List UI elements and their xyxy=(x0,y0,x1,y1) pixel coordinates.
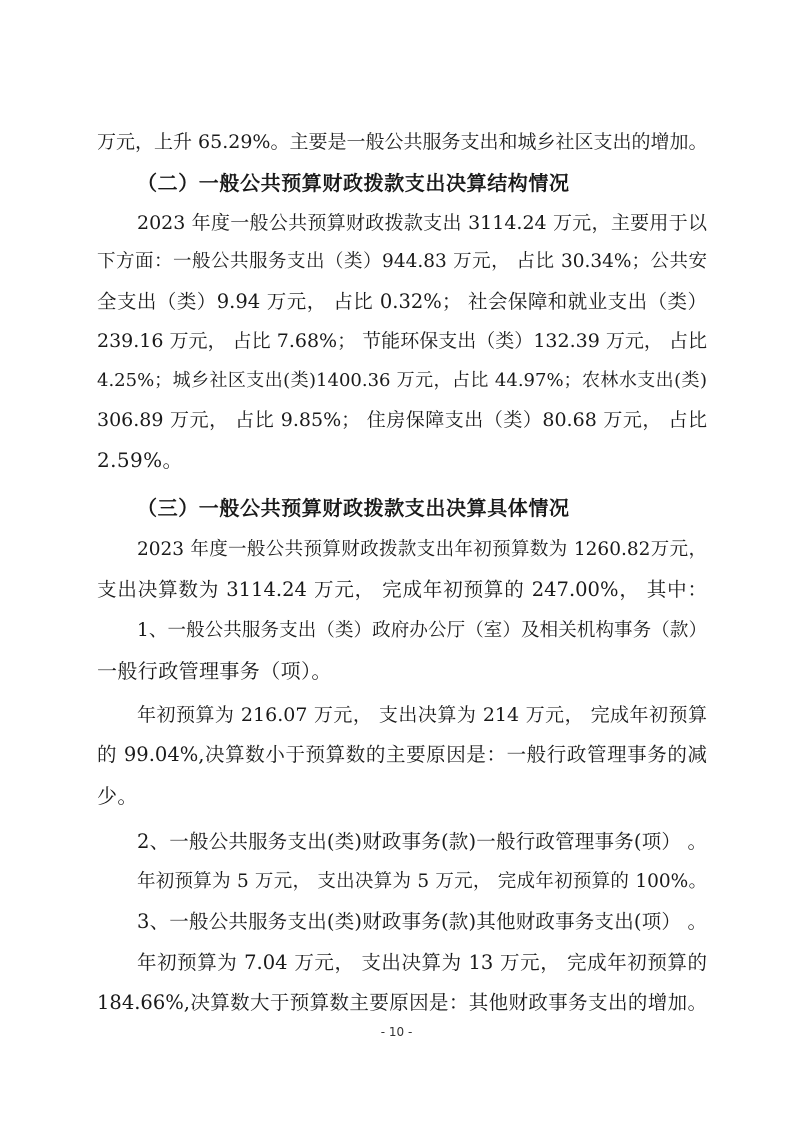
paragraph-line: 239.16 万元， 占比 7.68%； 节能环保支出（类）132.39 万元， 占比 xyxy=(97,330,707,352)
paragraph-line: 少。 xyxy=(97,784,138,808)
paragraph-line: 1、一般公共服务支出（类）政府办公厅（室）及相关机构事务（款） xyxy=(137,620,707,641)
paragraph-line: 支出决算数为 3114.24 万元， 完成年初预算的 247.00%， 其中： xyxy=(97,578,707,601)
paragraph-line: 3、一般公共服务支出(类)财政事务(款)其他财政事务支出(项） 。 xyxy=(137,910,707,933)
section-heading-2: （二）一般公共预算财政拨款支出决算结构情况 xyxy=(137,171,570,195)
paragraph-line: 的 99.04%,决算数小于预算数的主要原因是：一般行政管理事务的减 xyxy=(97,743,707,766)
paragraph-line: 年初预算为 216.07 万元， 支出决算为 214 万元， 完成年初预算 xyxy=(137,704,707,726)
paragraph-line: 2、一般公共服务支出(类)财政事务(款)一般行政管理事务(项） 。 xyxy=(137,830,707,853)
paragraph-line: 一般行政管理事务（项）。 xyxy=(97,659,332,683)
paragraph-line: 全支出（类）9.94 万元， 占比 0.32%； 社会保障和就业支出（类） xyxy=(97,290,707,313)
paragraph-line: 4.25%；城乡社区支出(类)1400.36 万元，占比 44.97%；农林水支出(类) xyxy=(97,370,707,391)
paragraph-line: 184.66%,决算数大于预算数主要原因是：其他财政事务支出的增加。 xyxy=(97,991,707,1014)
paragraph-line: 2.59%。 xyxy=(97,448,183,472)
paragraph-line: 下方面：一般公共服务支出（类）944.83 万元， 占比 30.34%；公共安 xyxy=(97,251,707,272)
paragraph-line: 2023 年度一般公共预算财政拨款支出年初预算数为 1260.82万元， xyxy=(137,539,707,560)
paragraph-line: 万元，上升 65.29%。主要是一般公共服务支出和城乡社区支出的增加。 xyxy=(97,131,708,153)
paragraph-line: 306.89 万元， 占比 9.85%； 住房保障支出（类）80.68 万元， 占比 xyxy=(97,409,707,431)
section-heading-3: （三）一般公共预算财政拨款支出决算具体情况 xyxy=(137,496,570,520)
paragraph-line: 2023 年度一般公共预算财政拨款支出 3114.24 万元，主要用于以 xyxy=(137,212,707,234)
paragraph-line: 年初预算为 5 万元， 支出决算为 5 万元， 完成年初预算的 100%。 xyxy=(137,871,707,892)
paragraph-line: 年初预算为 7.04 万元， 支出决算为 13 万元， 完成年初预算的 xyxy=(137,951,707,974)
page-number: - 10 - xyxy=(380,1025,413,1039)
